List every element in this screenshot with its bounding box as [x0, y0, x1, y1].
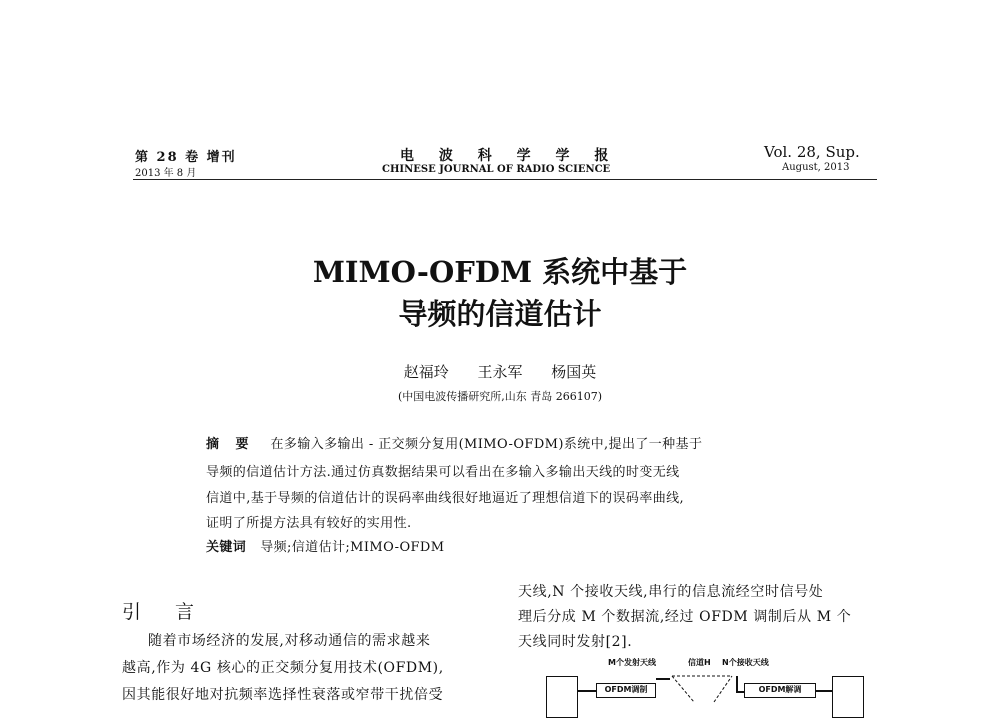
ofdm-mod-label: OFDM调制 — [604, 685, 648, 694]
abstract-line: 证明了所提方法具有较好的实用性. — [206, 516, 412, 531]
abstract-line: 信道中,基于导频的信道估计的误码率曲线很好地逼近了理想信道下的误码率曲线, — [206, 491, 685, 506]
keywords-label: 关键词 — [206, 540, 247, 555]
body-line: 天线,N 个接收天线,串行的信息流经空时信号处 — [518, 584, 824, 600]
abstract-text: 在多输入多输出 - 正交频分复用(MIMO-OFDM)系统中,提出了一种基于 — [270, 437, 703, 452]
figure-label-tx: M个发射天线 — [608, 658, 656, 667]
section-heading: 引 言 — [122, 601, 209, 623]
connector-line — [578, 690, 596, 692]
volume-en: Vol. 28, Sup. — [764, 143, 860, 161]
abstract-line: 导频的信道估计方法.通过仿真数据结果可以看出在多输入多输出天线的时变无线 — [206, 465, 680, 480]
body-line: 因其能很好地对抗频率选择性衰落或窄带干扰倍受 — [122, 687, 444, 703]
output-block — [832, 676, 864, 718]
body-line: 随着市场经济的发展,对移动通信的需求越来 — [148, 633, 431, 649]
header-rule — [133, 179, 877, 180]
date-en: August, 2013 — [782, 162, 850, 173]
authors: 赵福玲 王永军 杨国英 — [403, 363, 597, 381]
body-line: 越高,作为 4G 核心的正交频分复用技术(OFDM), — [122, 660, 444, 676]
abstract-label: 摘 要 — [206, 437, 255, 452]
connector-line — [736, 676, 738, 692]
connector-line — [816, 690, 832, 692]
paper-title-line2: 导频的信道估计 — [398, 297, 602, 331]
ofdm-mod-box — [596, 683, 656, 698]
ofdm-demod-label: OFDM解调 — [758, 685, 802, 694]
figure-label-channel: 信道H — [688, 658, 711, 667]
publication-date: 2013 年 8 月 — [135, 168, 197, 179]
input-block — [546, 676, 578, 718]
keywords-text: 导频;信道估计;MIMO-OFDM — [260, 540, 445, 555]
channel-diagram — [668, 670, 738, 703]
ofdm-demod-box — [744, 683, 816, 698]
journal-name-en: CHINESE JOURNAL OF RADIO SCIENCE — [382, 164, 611, 175]
keywords-line — [206, 536, 444, 555]
figure-label-rx: N个接收天线 — [722, 658, 769, 667]
affiliation: (中国电波传播研究所,山东 青岛 266107) — [397, 390, 603, 403]
abstract-line — [206, 433, 702, 452]
volume-issue: 第 28 卷 增刊 — [135, 150, 237, 165]
body-line: 理后分成 M 个数据流,经过 OFDM 调制后从 M 个 — [518, 609, 852, 625]
body-line: 天线同时发射[2]. — [518, 634, 633, 650]
journal-name-cn: 电 波 科 学 学 报 — [400, 148, 619, 164]
connector-line — [736, 691, 744, 693]
paper-title-line1: MIMO-OFDM 系统中基于 — [312, 255, 688, 289]
